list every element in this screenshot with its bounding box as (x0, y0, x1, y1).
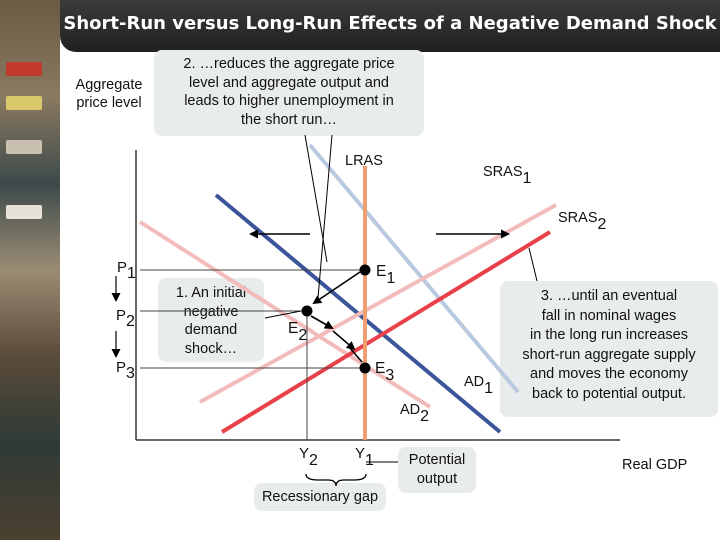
x-axis-label: Real GDP (622, 457, 688, 473)
p2-label: P2 (116, 307, 135, 330)
annotation-2-line: level and aggregate output and (189, 74, 389, 91)
sras2-label: SRAS2 (558, 210, 607, 233)
y-axis-label-line2: price level (76, 95, 142, 111)
lras-label: LRAS (345, 153, 383, 169)
annotation-1-line: negative (183, 303, 239, 320)
annotation-3-pointer (529, 248, 537, 281)
annotation-3-line: 3. …until an eventual (540, 288, 678, 304)
annotation-1-line: 1. An initial (175, 285, 247, 301)
e3-label: E3 (375, 360, 395, 384)
recessionary-gap-label: Recessionary gap (261, 489, 379, 505)
recessionary-gap-brace (306, 474, 366, 486)
annotation-2-line: 2. …reduces the aggregate price (183, 56, 395, 72)
sras1-label: SRAS1 (483, 164, 532, 187)
ad1-label: AD1 (464, 374, 494, 397)
ad2-label: AD2 (400, 402, 430, 425)
annotation-3-line: short-run aggregate supply (522, 346, 696, 363)
annotation-2-line: the short run… (241, 111, 337, 128)
e1-point (360, 265, 371, 276)
e2-path-arrow-1 (311, 316, 332, 328)
annotation-3-line: and moves the economy (530, 366, 688, 382)
p3-label: P3 (116, 359, 135, 382)
annotation-3-line: in the long run increases (530, 327, 688, 343)
potential-output-line2: output (416, 470, 458, 487)
y2-label: Y2 (299, 445, 318, 469)
p1-label: P1 (117, 259, 136, 282)
sras2-curve (222, 232, 550, 432)
annotation-2-line: leads to higher unemployment in (184, 93, 394, 109)
annotation-1-line: shock… (184, 340, 238, 357)
annotation-3-line: fall in nominal wages (541, 307, 677, 324)
e1-label: E1 (376, 263, 396, 287)
y-axis-label-line1: Aggregate (75, 77, 143, 93)
potential-output-line1: Potential (408, 452, 466, 468)
annotation-1-line: demand (184, 322, 238, 338)
e3-point (360, 363, 371, 374)
slide-title: Short-Run versus Long-Run Effects of a Negative Demand Shock (63, 13, 717, 34)
e2-point (302, 306, 313, 317)
annotation-3-line: back to potential output. (532, 385, 686, 402)
y1-label: Y1 (355, 445, 374, 469)
e2-label: E2 (288, 320, 308, 344)
